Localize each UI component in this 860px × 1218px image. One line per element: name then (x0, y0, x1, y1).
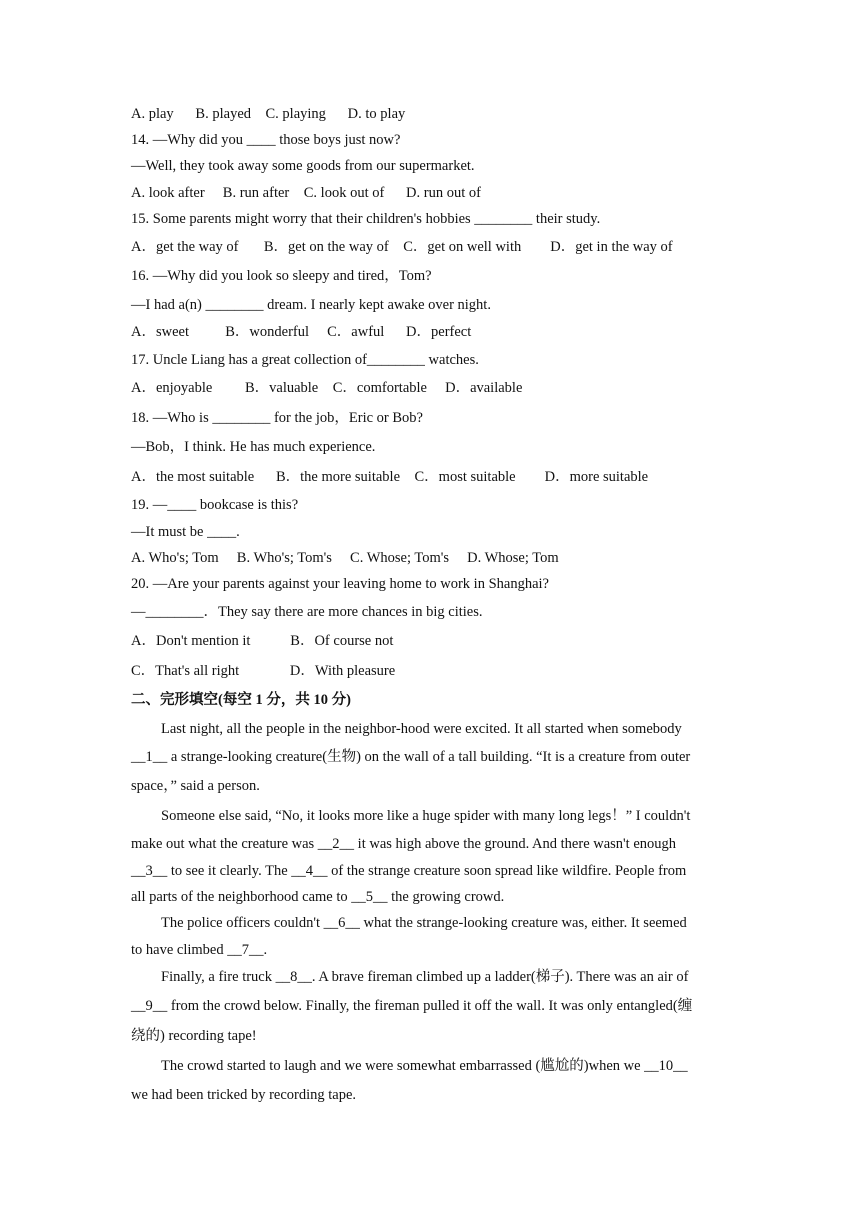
q19-answer: —It must be ____. (131, 524, 240, 540)
q18-options: A．the most suitable B．the more suitable C．most suitable D．more suitable (131, 469, 649, 485)
q20-stem: 20. —Are your parents against your leaving home to work in Shanghai? (131, 576, 549, 592)
passage-line: make out what the creature was __2__ it was high above the ground. And there wasn't enough (131, 836, 677, 852)
passage-line: __1__ a strange-looking creature(生物) on the wall of a tall building. “It is a creature from outer (131, 749, 691, 765)
q15-stem: 15. Some parents might worry that their children's hobbies ________ their study. (131, 211, 601, 227)
q14-stem: 14. —Why did you ____ those boys just now? (131, 132, 401, 148)
q18-answer: —Bob，I think. He has much experience. (131, 439, 376, 455)
passage-line: Someone else said, “No, it looks more like a huge spider with many long legs！” I couldn't (161, 808, 691, 824)
q17-options: A．enjoyable B．valuable C．comfortable D．available (131, 380, 523, 396)
passage-line: Finally, a fire truck __8__. A brave fireman climbed up a ladder(梯子). There was an air of (161, 969, 689, 985)
q14-answer: —Well, they took away some goods from our supermarket. (131, 158, 475, 174)
q14-options: A. look after B. run after C. look out of D. run out of (131, 185, 481, 201)
q18-stem: 18. —Who is ________ for the job，Eric or Bob? (131, 410, 423, 426)
q20-answer: —________．They say there are more chances in big cities. (131, 604, 483, 620)
q17-stem: 17. Uncle Liang has a great collection of________ watches. (131, 352, 479, 368)
q16-stem: 16. —Why did you look so sleepy and tired，Tom? (131, 268, 432, 284)
q20-options-ab: A．Don't mention it B．Of course not (131, 633, 394, 649)
q19-options: A. Who's; Tom B. Who's; Tom's C. Whose; Tom's D. Whose; Tom (131, 550, 559, 566)
passage-line: __3__ to see it clearly. The __4__ of the strange creature soon spread like wildfire. People from (131, 863, 687, 879)
passage-line: space，” said a person. (131, 778, 260, 794)
q15-options: A．get the way of B．get on the way of C．get on well with D．get in the way of (131, 239, 673, 255)
passage-line: The crowd started to laugh and we were somewhat embarrassed (尴尬的)when we __10__ (161, 1058, 688, 1074)
q16-answer: —I had a(n) ________ dream. I nearly kept awake over night. (131, 297, 491, 313)
passage-line: The police officers couldn't __6__ what the strange-looking creature was, either. It seemed (161, 915, 687, 931)
q19-stem: 19. —____ bookcase is this? (131, 497, 299, 513)
q16-options: A．sweet B．wonderful C．awful D．perfect (131, 324, 472, 340)
passage-line: all parts of the neighborhood came to __5__ the growing crowd. (131, 889, 505, 905)
q13-options: A. play B. played C. playing D. to play (131, 106, 406, 122)
passage-line: Last night, all the people in the neighbor-hood were excited. It all started when somebody (161, 721, 682, 737)
passage-line: we had been tricked by recording tape. (131, 1087, 357, 1103)
passage-line: to have climbed __7__. (131, 942, 268, 958)
passage-line: __9__ from the crowd below. Finally, the fireman pulled it off the wall. It was only entangled(缠 (131, 998, 693, 1014)
passage-line: 绕的) recording tape! (131, 1028, 257, 1044)
q20-options-cd: C．That's all right D．With pleasure (131, 663, 396, 679)
section-heading: 二、完形填空(每空 1 分，共 10 分) (131, 692, 351, 708)
